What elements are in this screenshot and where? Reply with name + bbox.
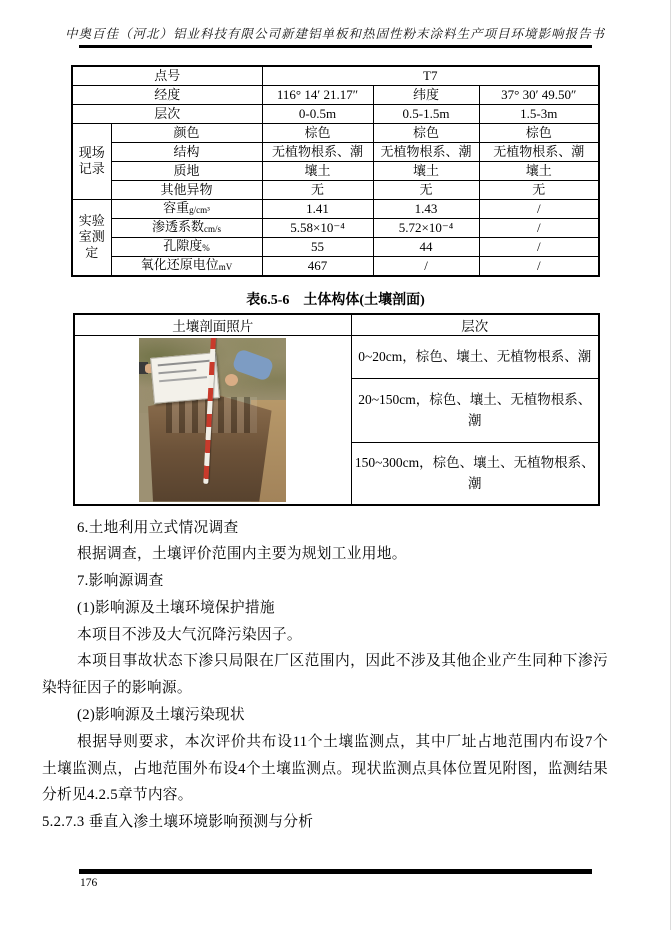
- page-number: 176: [80, 877, 98, 889]
- table-row: [72, 123, 599, 142]
- cell-value: 壤土: [479, 161, 599, 180]
- point-label: 点号: [72, 66, 262, 85]
- soil-layer-description: 0~20cm，棕色、壤土、无植物根系、潮: [351, 335, 599, 378]
- body-text: [42, 515, 608, 837]
- lab-test-group-label: 实验室测定: [72, 199, 111, 276]
- cell-value: 无: [262, 180, 373, 199]
- cell-value: /: [479, 256, 599, 276]
- cell-value: 5.58×10⁻⁴: [262, 218, 373, 237]
- paragraph: 6.土地利用立式情况调查: [77, 519, 239, 536]
- paragraph: 根据导则要求，本次评价共布设11个土壤监测点，其中厂址占地范围内布设7个土壤监测点，占地范围外布设4个土壤监测点。现状监测点具体位置见附图，监测结果分析见4.2.5章节内容。: [42, 733, 608, 804]
- cell-value: 无: [479, 180, 599, 199]
- point-value: T7: [262, 66, 599, 85]
- unit-label: g/cm³: [189, 204, 210, 215]
- table-row: [72, 66, 599, 85]
- row-label: 容重g/cm³: [111, 199, 262, 218]
- photo-column-header: 土壤剖面照片: [74, 314, 351, 336]
- cell-value: 1.41: [262, 199, 373, 218]
- paragraph: (1)影响源及土壤环境保护措施: [77, 599, 275, 616]
- soil-profile-table: [73, 313, 600, 506]
- soil-layer-description: 20~150cm，棕色、壤土、无植物根系、潮: [351, 378, 599, 442]
- cell-value: /: [373, 256, 479, 276]
- cell-value: 壤土: [262, 161, 373, 180]
- paragraph: 7.影响源调查: [77, 573, 164, 590]
- layer-column-header: 层次: [351, 314, 599, 336]
- layer-value: 0.5-1.5m: [373, 104, 479, 123]
- cell-value: 棕色: [373, 123, 479, 142]
- table-caption-number: 表6.5-6: [246, 292, 290, 308]
- table-row: [72, 256, 599, 276]
- cell-value: 55: [262, 237, 373, 256]
- table-row: [72, 142, 599, 161]
- cell-value: 壤土: [373, 161, 479, 180]
- unit-label: mV: [218, 261, 233, 272]
- cell-value: 无植物根系、潮: [479, 142, 599, 161]
- cell-value: 5.72×10⁻⁴: [373, 218, 479, 237]
- row-label: 氧化还原电位mV: [111, 256, 262, 276]
- document-title: 中奥百佳（河北）铝业科技有限公司新建铝单板和热固性粉末涂料生产项目环境影响报告书: [64, 27, 605, 41]
- table-row: [72, 199, 599, 218]
- cell-value: /: [479, 218, 599, 237]
- cell-value: 棕色: [479, 123, 599, 142]
- cell-value: 467: [262, 256, 373, 276]
- site-record-group-label: 现场记录: [72, 123, 111, 199]
- cell-value: 无植物根系、潮: [262, 142, 373, 161]
- table-row: [74, 314, 599, 336]
- longitude-value: 116° 14′ 21.17″: [262, 85, 373, 104]
- cell-value: 1.43: [373, 199, 479, 218]
- longitude-label: 经度: [72, 85, 262, 104]
- paragraph: 本项目不涉及大气沉降污染因子。: [77, 626, 302, 643]
- latitude-label: 纬度: [373, 85, 479, 104]
- cell-value: 棕色: [262, 123, 373, 142]
- row-label: 结构: [111, 142, 262, 161]
- layer-value: 1.5-3m: [479, 104, 599, 123]
- table-row: [72, 104, 599, 123]
- layer-value: 0-0.5m: [262, 104, 373, 123]
- paragraph: (2)影响源及土壤污染现状: [77, 707, 245, 724]
- soil-sample-table: [71, 65, 600, 277]
- cell-value: 44: [373, 237, 479, 256]
- cell-value: 无: [373, 180, 479, 199]
- latitude-value: 37° 30′ 49.50″: [479, 85, 599, 104]
- cell-value: 无植物根系、潮: [373, 142, 479, 161]
- table-row: [72, 180, 599, 199]
- soil-layer-description: 150~300cm，棕色、壤土、无植物根系、潮: [351, 442, 599, 504]
- table-row: [72, 85, 599, 104]
- soil-profile-photo: [139, 338, 286, 502]
- row-label: 其他异物: [111, 180, 262, 199]
- row-label: 渗透系数cm/s: [111, 218, 262, 237]
- table-row: [72, 161, 599, 180]
- unit-label: %: [202, 242, 210, 253]
- row-label: 孔隙度%: [111, 237, 262, 256]
- footer-divider: [79, 869, 592, 874]
- photo-right-hand: [225, 374, 238, 386]
- header-divider: [79, 45, 592, 48]
- photo-cell: [74, 335, 351, 505]
- table-row: [72, 237, 599, 256]
- row-label: 颜色: [111, 123, 262, 142]
- cell-value: /: [479, 199, 599, 218]
- table-caption-title: 土体构体(土壤剖面): [303, 292, 425, 308]
- table-row: [74, 335, 599, 378]
- table-caption: [0, 289, 671, 309]
- row-label: 质地: [111, 161, 262, 180]
- document-header: [0, 0, 670, 48]
- cell-value: /: [479, 237, 599, 256]
- section-heading: 5.2.7.3 垂直入渗土壤环境影响预测与分析: [42, 814, 314, 831]
- paragraph: 本项目事故状态下渗只局限在厂区范围内，因此不涉及其他企业产生同种下渗污染特征因子的影响源。: [42, 653, 608, 697]
- paragraph: 根据调查，土壤评价范围内主要为规划工业用地。: [77, 546, 407, 563]
- table-row: [72, 218, 599, 237]
- layer-label: 层次: [72, 104, 262, 123]
- unit-label: cm/s: [204, 223, 222, 234]
